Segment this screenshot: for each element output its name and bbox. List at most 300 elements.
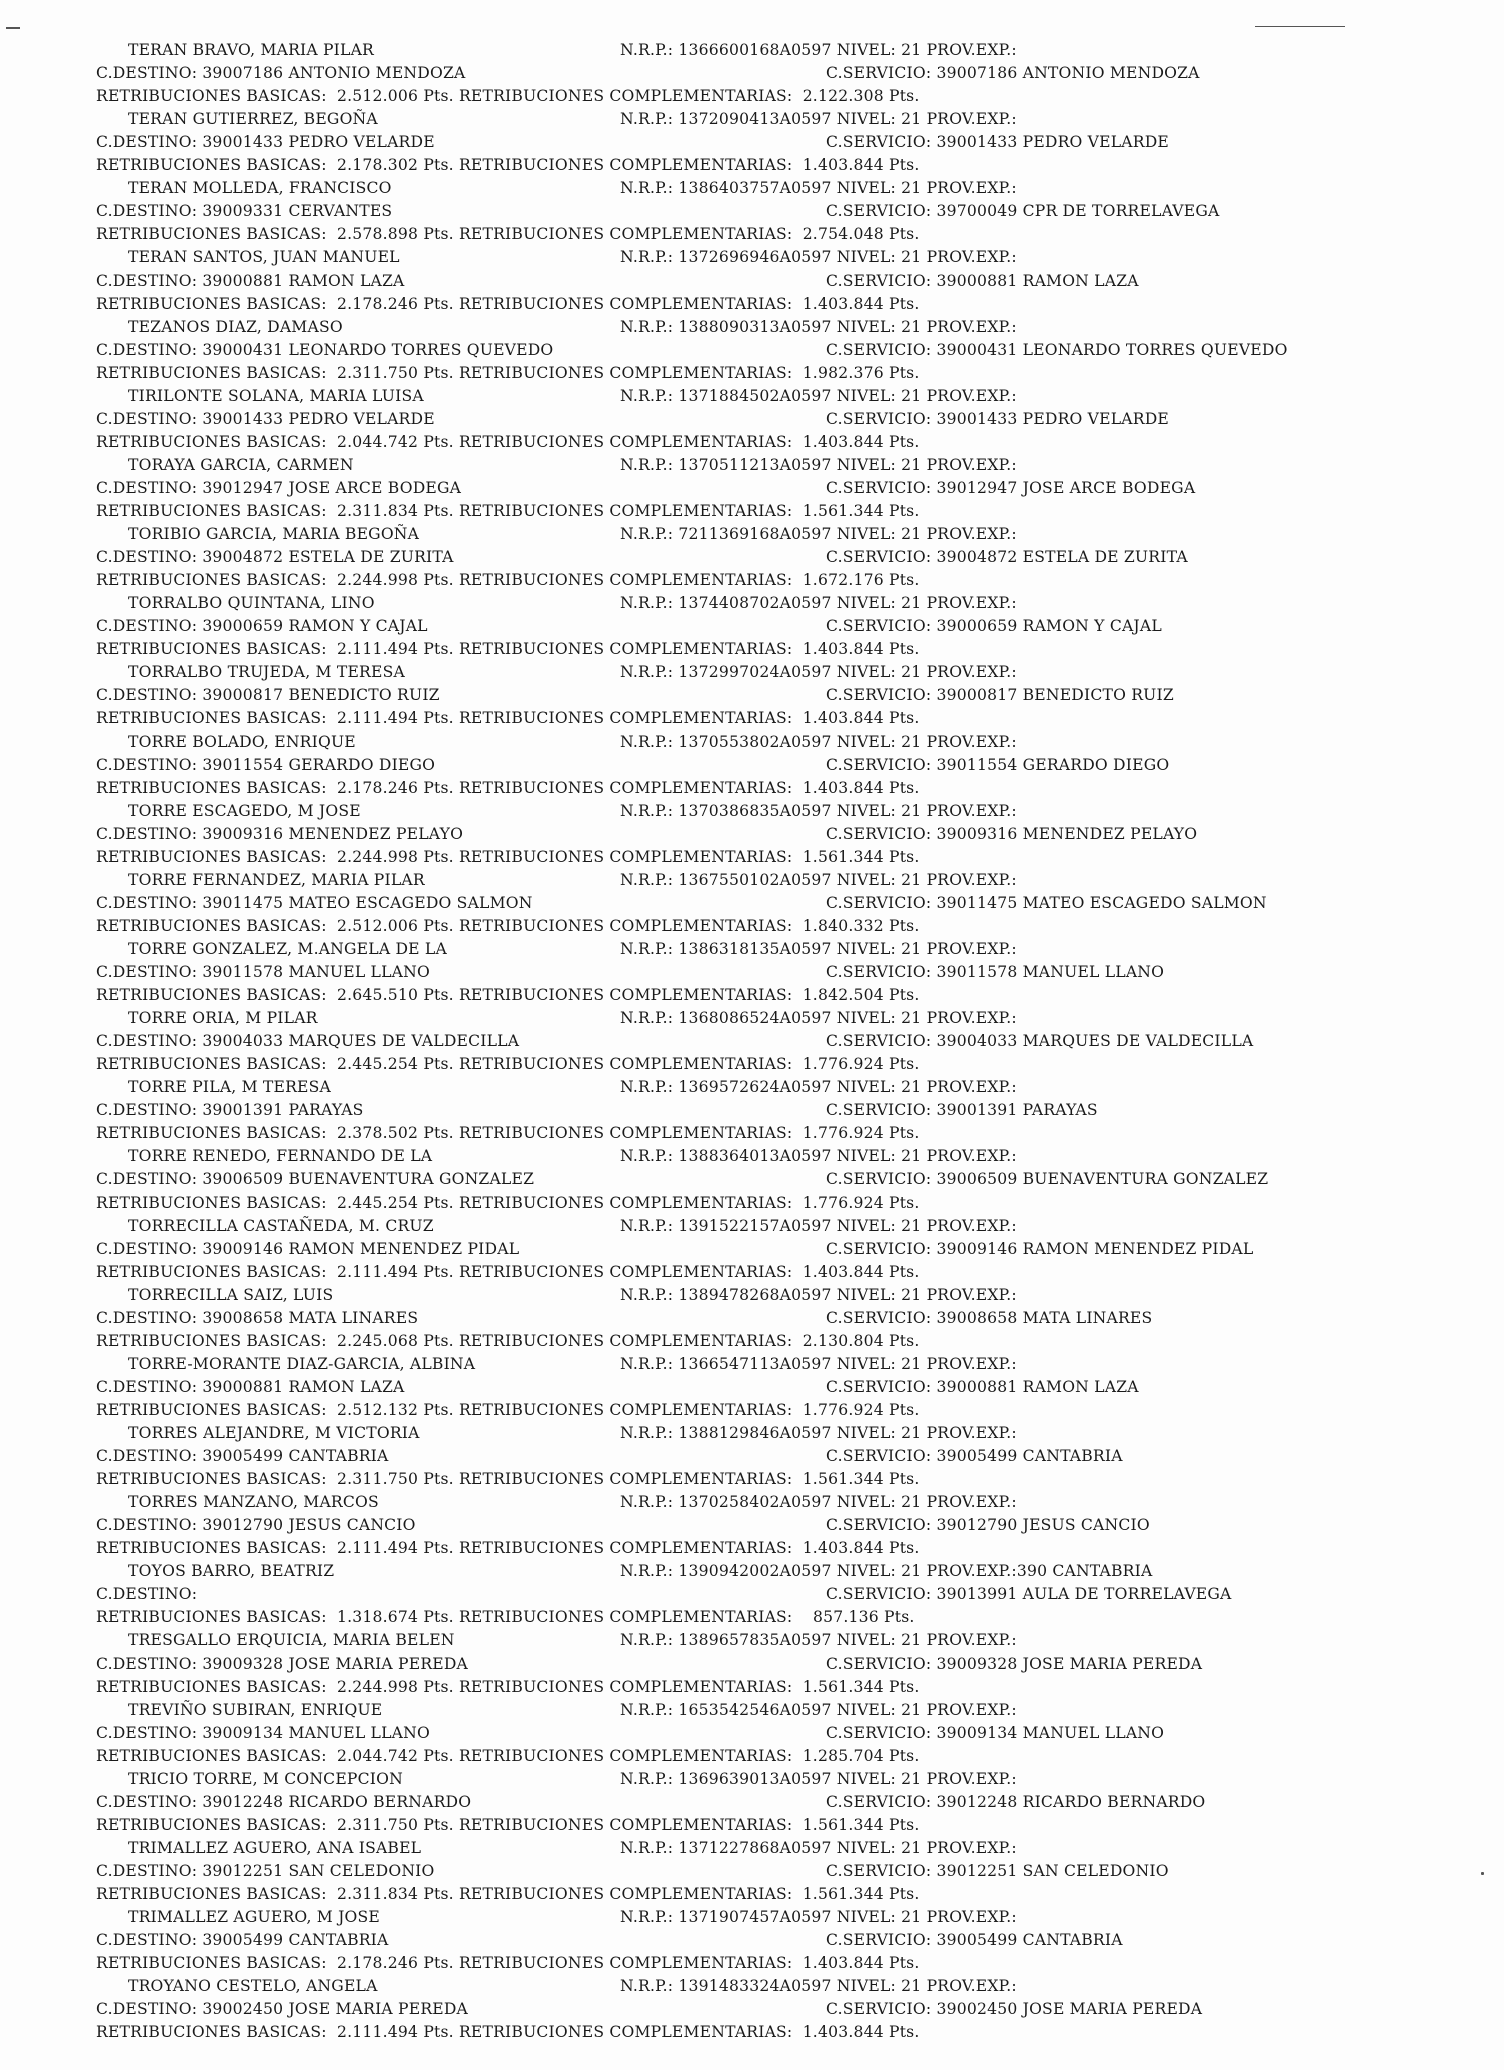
nrp-label: N.R.P.: bbox=[620, 1769, 679, 1788]
retribuciones-line bbox=[96, 432, 920, 452]
destino-value: 39000881 RAMON LAZA bbox=[202, 271, 405, 290]
prov-exp-label: PROV.EXP.: bbox=[921, 1562, 1017, 1581]
retribuciones-line bbox=[96, 294, 920, 314]
nrp-value: 1370553802A0597 bbox=[678, 732, 832, 751]
basicas-label: RETRIBUCIONES BASICAS: bbox=[96, 1677, 337, 1696]
nivel-value: 21 bbox=[901, 1216, 922, 1235]
pts-label: Pts. bbox=[883, 571, 920, 590]
complementarias-value: 1.776.924 bbox=[802, 1055, 884, 1074]
retribuciones-line bbox=[96, 778, 920, 798]
nrp-label: N.R.P.: bbox=[620, 179, 679, 198]
nivel-value: 21 bbox=[901, 1354, 922, 1373]
servicio-value: 39001433 PEDRO VELARDE bbox=[936, 133, 1169, 152]
servicio-value: 39000659 RAMON Y CAJAL bbox=[936, 617, 1162, 636]
complementarias-value: 1.403.844 bbox=[802, 156, 884, 175]
pts-label: Pts. bbox=[883, 1262, 920, 1281]
complementarias-value: 1.842.504 bbox=[802, 986, 884, 1005]
complementarias-value: 1.776.924 bbox=[802, 1193, 884, 1212]
nivel-label: NIVEL: bbox=[831, 386, 902, 405]
prov-exp-label: PROV.EXP.: bbox=[921, 179, 1017, 198]
nrp-value: 1369572624A0597 bbox=[678, 1078, 832, 1097]
destino-value: 39005499 CANTABRIA bbox=[202, 1447, 389, 1466]
servicio-value: 39012248 RICARDO BERNARDO bbox=[936, 1792, 1206, 1811]
pts-label: Pts. bbox=[883, 1124, 920, 1143]
prov-exp-label: PROV.EXP.: bbox=[921, 1908, 1017, 1927]
destino-line bbox=[96, 1930, 389, 1950]
retribuciones-line bbox=[96, 916, 920, 936]
employee-name-text: TROYANO CESTELO, ANGELA bbox=[128, 1977, 378, 1996]
destino-line bbox=[96, 1861, 435, 1881]
retribuciones-line bbox=[96, 1054, 920, 1074]
employee-name bbox=[128, 1976, 378, 1996]
servicio-value: 39006509 BUENAVENTURA GONZALEZ bbox=[936, 1170, 1269, 1189]
nivel-label: NIVEL: bbox=[831, 1216, 902, 1235]
pts-label: Pts. bbox=[883, 2023, 920, 2042]
servicio-value: 39005499 CANTABRIA bbox=[936, 1931, 1123, 1950]
retribuciones-line bbox=[96, 155, 920, 175]
servicio-value: 39012947 JOSE ARCE BODEGA bbox=[936, 478, 1196, 497]
destino-value: 39004033 MARQUES DE VALDECILLA bbox=[202, 1032, 520, 1051]
servicio-line bbox=[826, 1031, 1253, 1051]
nrp-line bbox=[620, 732, 1017, 752]
servicio-value: 39012251 SAN CELEDONIO bbox=[936, 1861, 1169, 1880]
pts-label: Pts. bbox=[883, 1055, 920, 1074]
nrp-value: 7211369168A0597 bbox=[678, 525, 832, 544]
nivel-value: 21 bbox=[901, 1285, 922, 1304]
basicas-value: 2.645.510 bbox=[336, 986, 419, 1005]
nivel-label: NIVEL: bbox=[831, 110, 902, 129]
destino-value: 39005499 CANTABRIA bbox=[202, 1931, 389, 1950]
complementarias-label: Pts. RETRIBUCIONES COMPLEMENTARIAS: bbox=[418, 2023, 803, 2042]
nivel-label: NIVEL: bbox=[831, 1424, 902, 1442]
basicas-label: RETRIBUCIONES BASICAS: bbox=[96, 1746, 337, 1765]
basicas-value: 2.111.494 bbox=[336, 1539, 419, 1558]
nivel-label: NIVEL: bbox=[831, 525, 902, 544]
employee-name-text: TORRES ALEJANDRE, M VICTORIA bbox=[128, 1424, 420, 1442]
nrp-line bbox=[620, 1492, 1017, 1512]
destino-label: C.DESTINO: bbox=[96, 340, 203, 359]
basicas-label: RETRIBUCIONES BASICAS: bbox=[96, 502, 337, 520]
employee-name bbox=[128, 1630, 455, 1650]
nivel-label: NIVEL: bbox=[831, 1908, 902, 1927]
pts-label: Pts. bbox=[883, 1331, 920, 1350]
prov-exp-label: PROV.EXP.: bbox=[921, 663, 1017, 682]
nivel-value: 21 bbox=[901, 1908, 922, 1927]
scan-mark bbox=[1255, 26, 1345, 27]
basicas-value: 2.044.742 bbox=[336, 432, 419, 451]
servicio-label: C.SERVICIO: bbox=[826, 133, 937, 152]
retribuciones-line bbox=[96, 985, 920, 1005]
destino-line bbox=[96, 1377, 405, 1397]
pts-label: Pts. bbox=[883, 156, 920, 175]
scan-mark bbox=[6, 27, 20, 29]
nivel-label: NIVEL: bbox=[831, 1977, 902, 1996]
nrp-value: 1370258402A0597 bbox=[678, 1493, 832, 1512]
employee-name-text: TRICIO TORRE, M CONCEPCION bbox=[128, 1769, 403, 1788]
servicio-label: C.SERVICIO: bbox=[826, 340, 937, 359]
nrp-label: N.R.P.: bbox=[620, 1147, 679, 1166]
destino-line bbox=[96, 1999, 468, 2019]
employee-name bbox=[128, 1077, 331, 1097]
employee-name bbox=[128, 1146, 432, 1166]
destino-line bbox=[96, 1308, 418, 1328]
employee-name-text: TORIBIO GARCIA, MARIA BEGOÑA bbox=[128, 525, 420, 544]
nivel-label: NIVEL: bbox=[831, 939, 902, 958]
destino-line bbox=[96, 478, 461, 498]
complementarias-value: 1.561.344 bbox=[802, 1470, 884, 1489]
servicio-value: 39009146 RAMON MENENDEZ PIDAL bbox=[936, 1239, 1254, 1258]
nivel-label: NIVEL: bbox=[831, 1493, 902, 1512]
servicio-label: C.SERVICIO: bbox=[826, 686, 937, 705]
destino-label: C.DESTINO: bbox=[96, 1723, 203, 1742]
nrp-value: 1386318135A0597 bbox=[678, 939, 832, 958]
complementarias-value: 2.130.804 bbox=[802, 1331, 884, 1350]
nivel-label: NIVEL: bbox=[831, 1009, 902, 1028]
employee-name-text: TORRE BOLADO, ENRIQUE bbox=[128, 732, 356, 751]
destino-label: C.DESTINO: bbox=[96, 478, 203, 497]
pts-label: Pts. bbox=[883, 778, 920, 797]
nrp-label: N.R.P.: bbox=[620, 663, 679, 682]
complementarias-label: Pts. RETRIBUCIONES COMPLEMENTARIAS: bbox=[418, 1539, 803, 1558]
nrp-line bbox=[620, 455, 1017, 475]
prov-exp-label: PROV.EXP.: bbox=[921, 1493, 1017, 1512]
nrp-line bbox=[620, 1216, 1017, 1236]
retribuciones-line bbox=[96, 1746, 920, 1766]
prov-exp-value: 390 CANTABRIA bbox=[1016, 1562, 1153, 1581]
pts-label: Pts. bbox=[883, 225, 920, 244]
prov-exp-label: PROV.EXP.: bbox=[921, 939, 1017, 958]
servicio-line bbox=[826, 409, 1169, 429]
complementarias-label: Pts. RETRIBUCIONES COMPLEMENTARIAS: bbox=[418, 1124, 803, 1143]
nrp-value: 1370511213A0597 bbox=[678, 455, 832, 474]
basicas-value: 2.178.246 bbox=[336, 294, 419, 313]
basicas-label: RETRIBUCIONES BASICAS: bbox=[96, 1608, 337, 1627]
servicio-line bbox=[826, 1446, 1123, 1466]
basicas-value: 2.111.494 bbox=[336, 709, 419, 728]
basicas-label: RETRIBUCIONES BASICAS: bbox=[96, 571, 337, 590]
employee-name bbox=[128, 40, 374, 60]
nrp-label: N.R.P.: bbox=[620, 110, 679, 129]
retribuciones-line bbox=[96, 1262, 920, 1282]
nivel-value: 21 bbox=[901, 1147, 922, 1166]
destino-line bbox=[96, 201, 392, 221]
basicas-value: 2.178.246 bbox=[336, 1954, 419, 1973]
servicio-label: C.SERVICIO: bbox=[826, 409, 937, 428]
destino-line bbox=[96, 893, 533, 913]
complementarias-label: Pts. RETRIBUCIONES COMPLEMENTARIAS: bbox=[418, 1815, 803, 1834]
basicas-label: RETRIBUCIONES BASICAS: bbox=[96, 1124, 337, 1143]
nrp-label: N.R.P.: bbox=[620, 248, 679, 267]
servicio-label: C.SERVICIO: bbox=[826, 755, 937, 774]
complementarias-label: Pts. RETRIBUCIONES COMPLEMENTARIAS: bbox=[418, 640, 803, 659]
nrp-line bbox=[620, 593, 1017, 613]
nrp-line bbox=[620, 1838, 1017, 1858]
retribuciones-line bbox=[96, 363, 920, 383]
basicas-value: 2.244.998 bbox=[336, 1677, 419, 1696]
servicio-line bbox=[826, 1308, 1152, 1328]
servicio-line bbox=[826, 893, 1267, 913]
servicio-label: C.SERVICIO: bbox=[826, 1239, 937, 1258]
pts-label: Pts. bbox=[883, 1954, 920, 1973]
nivel-value: 21 bbox=[901, 1009, 922, 1028]
destino-value: 39000881 RAMON LAZA bbox=[202, 1377, 405, 1396]
complementarias-label: Pts. RETRIBUCIONES COMPLEMENTARIAS: bbox=[418, 571, 803, 590]
basicas-label: RETRIBUCIONES BASICAS: bbox=[96, 916, 337, 935]
servicio-line bbox=[826, 824, 1197, 844]
prov-exp-label: PROV.EXP.: bbox=[921, 1838, 1017, 1857]
nivel-value: 21 bbox=[901, 386, 922, 405]
employee-name-text: TEZANOS DIAZ, DAMASO bbox=[128, 317, 343, 336]
nivel-value: 21 bbox=[901, 41, 922, 59]
nrp-line bbox=[620, 1423, 1017, 1443]
employee-name-text: TORRE RENEDO, FERNANDO DE LA bbox=[128, 1147, 433, 1166]
employee-name bbox=[128, 178, 392, 198]
destino-line bbox=[96, 1515, 416, 1535]
servicio-value: 39008658 MATA LINARES bbox=[936, 1308, 1153, 1327]
retribuciones-line bbox=[96, 1193, 920, 1213]
basicas-label: RETRIBUCIONES BASICAS: bbox=[96, 1470, 337, 1489]
destino-value: 39012790 JESUS CANCIO bbox=[202, 1516, 416, 1535]
retribuciones-line bbox=[96, 1331, 920, 1351]
employee-name-text: TOYOS BARRO, BEATRIZ bbox=[128, 1562, 335, 1581]
employee-name-text: TORRECILLA SAIZ, LUIS bbox=[128, 1285, 334, 1304]
nivel-label: NIVEL: bbox=[831, 594, 902, 613]
nivel-value: 21 bbox=[901, 455, 922, 474]
servicio-label: C.SERVICIO: bbox=[826, 1723, 937, 1742]
nrp-line bbox=[620, 247, 1017, 267]
complementarias-label: Pts. RETRIBUCIONES COMPLEMENTARIAS: bbox=[418, 986, 803, 1005]
nrp-label: N.R.P.: bbox=[620, 939, 679, 958]
destino-label: C.DESTINO: bbox=[96, 1792, 203, 1811]
servicio-label: C.SERVICIO: bbox=[826, 64, 937, 83]
nivel-value: 21 bbox=[901, 663, 922, 682]
servicio-label: C.SERVICIO: bbox=[826, 1032, 937, 1051]
nivel-value: 21 bbox=[901, 1424, 922, 1442]
destino-label: C.DESTINO: bbox=[96, 1032, 203, 1051]
employee-name bbox=[128, 1216, 434, 1236]
servicio-line bbox=[826, 1654, 1202, 1674]
destino-label: C.DESTINO: bbox=[96, 409, 203, 428]
nrp-label: N.R.P.: bbox=[620, 1977, 679, 1996]
destino-value: 39009134 MANUEL LLANO bbox=[202, 1723, 430, 1742]
pts-label: Pts. bbox=[883, 87, 920, 106]
complementarias-value: 1.561.344 bbox=[802, 1815, 884, 1834]
servicio-value: 39009316 MENENDEZ PELAYO bbox=[936, 824, 1198, 843]
basicas-value: 2.311.834 bbox=[336, 1885, 419, 1903]
nivel-value: 21 bbox=[901, 594, 922, 613]
nivel-value: 21 bbox=[901, 179, 922, 198]
pts-label: Pts. bbox=[883, 363, 920, 382]
destino-line bbox=[96, 1100, 364, 1120]
retribuciones-line bbox=[96, 224, 920, 244]
complementarias-label: Pts. RETRIBUCIONES COMPLEMENTARIAS: bbox=[418, 916, 803, 935]
employee-name-text: TORRE-MORANTE DIAZ-GARCIA, ALBINA bbox=[128, 1354, 476, 1373]
nivel-value: 21 bbox=[901, 1838, 922, 1857]
destino-label: C.DESTINO: bbox=[96, 1308, 203, 1327]
servicio-value: 39005499 CANTABRIA bbox=[936, 1447, 1123, 1466]
servicio-label: C.SERVICIO: bbox=[826, 824, 937, 843]
complementarias-label: Pts. RETRIBUCIONES COMPLEMENTARIAS: bbox=[418, 87, 803, 106]
destino-line bbox=[96, 1654, 468, 1674]
nrp-line bbox=[620, 870, 1017, 890]
servicio-label: C.SERVICIO: bbox=[826, 893, 937, 912]
pts-label: Pts. bbox=[883, 986, 920, 1005]
employee-name bbox=[128, 317, 343, 337]
basicas-label: RETRIBUCIONES BASICAS: bbox=[96, 1954, 337, 1973]
nivel-label: NIVEL: bbox=[831, 1078, 902, 1097]
nrp-value: 1367550102A0597 bbox=[678, 870, 832, 889]
pts-label: Pts. bbox=[883, 709, 920, 728]
retribuciones-line bbox=[96, 847, 920, 867]
nrp-line bbox=[620, 317, 1017, 337]
nrp-line bbox=[620, 1354, 1017, 1374]
servicio-label: C.SERVICIO: bbox=[826, 2000, 937, 2019]
nrp-label: N.R.P.: bbox=[620, 1285, 679, 1304]
nrp-line bbox=[620, 1146, 1017, 1166]
pts-label: Pts. bbox=[883, 640, 920, 659]
basicas-label: RETRIBUCIONES BASICAS: bbox=[96, 986, 337, 1005]
servicio-label: C.SERVICIO: bbox=[826, 1447, 937, 1466]
pts-label: Pts. bbox=[883, 1193, 920, 1212]
employee-name bbox=[128, 386, 424, 406]
nrp-line bbox=[620, 178, 1017, 198]
destino-line bbox=[96, 1723, 430, 1743]
nrp-line bbox=[620, 662, 1017, 682]
servicio-value: 39011475 MATEO ESCAGEDO SALMON bbox=[936, 893, 1267, 912]
servicio-label: C.SERVICIO: bbox=[826, 1516, 937, 1535]
prov-exp-label: PROV.EXP.: bbox=[921, 1977, 1017, 1996]
servicio-value: 39011578 MANUEL LLANO bbox=[936, 963, 1165, 981]
servicio-label: C.SERVICIO: bbox=[826, 1792, 937, 1811]
employee-name bbox=[128, 1492, 379, 1512]
servicio-line bbox=[826, 1584, 1232, 1604]
basicas-label: RETRIBUCIONES BASICAS: bbox=[96, 640, 337, 659]
complementarias-value: 1.403.844 bbox=[802, 1262, 884, 1281]
employee-name-text: TRIMALLEZ AGUERO, ANA ISABEL bbox=[128, 1838, 422, 1857]
servicio-value: 39012790 JESUS CANCIO bbox=[936, 1516, 1150, 1535]
pts-label: Pts. bbox=[883, 1539, 920, 1558]
basicas-value: 2.245.068 bbox=[336, 1331, 419, 1350]
servicio-value: 39000881 RAMON LAZA bbox=[936, 271, 1139, 290]
basicas-value: 2.512.006 bbox=[336, 87, 419, 106]
retribuciones-line bbox=[96, 1400, 920, 1420]
complementarias-value: 2.754.048 bbox=[802, 225, 884, 244]
servicio-line bbox=[826, 1723, 1164, 1743]
retribuciones-line bbox=[96, 1607, 915, 1627]
employee-name bbox=[128, 1561, 334, 1581]
servicio-line bbox=[826, 1515, 1150, 1535]
nivel-value: 21 bbox=[901, 248, 922, 267]
complementarias-value: 857.136 bbox=[802, 1608, 879, 1627]
servicio-value: 39001433 PEDRO VELARDE bbox=[936, 409, 1169, 428]
nrp-value: 1389478268A0597 bbox=[678, 1285, 832, 1304]
nrp-line bbox=[620, 524, 1017, 544]
basicas-value: 2.578.898 bbox=[336, 225, 419, 244]
employee-name-text: TERAN BRAVO, MARIA PILAR bbox=[128, 41, 374, 59]
servicio-label: C.SERVICIO: bbox=[826, 202, 937, 221]
prov-exp-label: PROV.EXP.: bbox=[921, 1078, 1017, 1097]
prov-exp-label: PROV.EXP.: bbox=[921, 455, 1017, 474]
nrp-label: N.R.P.: bbox=[620, 1009, 679, 1028]
nrp-label: N.R.P.: bbox=[620, 801, 679, 820]
complementarias-value: 1.403.844 bbox=[802, 778, 884, 797]
retribuciones-line bbox=[96, 639, 920, 659]
complementarias-label: Pts. RETRIBUCIONES COMPLEMENTARIAS: bbox=[418, 1954, 803, 1973]
nrp-value: 1653542546A0597 bbox=[678, 1700, 832, 1719]
destino-label: C.DESTINO: bbox=[96, 2000, 203, 2019]
destino-line bbox=[96, 1031, 519, 1051]
nrp-line bbox=[620, 386, 1017, 406]
nrp-value: 1390942002A0597 bbox=[678, 1562, 832, 1581]
destino-value: 39011554 GERARDO DIEGO bbox=[202, 755, 436, 774]
complementarias-label: Pts. RETRIBUCIONES COMPLEMENTARIAS: bbox=[418, 1470, 803, 1489]
destino-line bbox=[96, 824, 463, 844]
basicas-value: 2.244.998 bbox=[336, 571, 419, 590]
destino-label: C.DESTINO: bbox=[96, 133, 203, 152]
nrp-line bbox=[620, 1907, 1017, 1927]
complementarias-value: 1.561.344 bbox=[802, 1677, 884, 1696]
prov-exp-label: PROV.EXP.: bbox=[921, 1147, 1017, 1166]
prov-exp-label: PROV.EXP.: bbox=[921, 248, 1017, 267]
nivel-value: 21 bbox=[901, 939, 922, 958]
destino-line bbox=[96, 132, 435, 152]
destino-label: C.DESTINO: bbox=[96, 1654, 203, 1673]
basicas-label: RETRIBUCIONES BASICAS: bbox=[96, 2023, 337, 2042]
nrp-label: N.R.P.: bbox=[620, 1631, 679, 1650]
destino-label: C.DESTINO: bbox=[96, 1447, 203, 1466]
employee-name-text: TRIMALLEZ AGUERO, M JOSE bbox=[128, 1908, 381, 1927]
complementarias-value: 1.403.844 bbox=[802, 2023, 884, 2042]
employee-name-text: TORRE ORIA, M PILAR bbox=[128, 1009, 318, 1028]
destino-label: C.DESTINO: bbox=[96, 1377, 203, 1396]
nivel-label: NIVEL: bbox=[831, 1562, 902, 1581]
prov-exp-label: PROV.EXP.: bbox=[921, 110, 1017, 129]
basicas-value: 2.445.254 bbox=[336, 1055, 419, 1074]
destino-line bbox=[96, 1446, 389, 1466]
employee-name bbox=[128, 1423, 420, 1443]
servicio-label: C.SERVICIO: bbox=[826, 1654, 937, 1673]
destino-label: C.DESTINO: bbox=[96, 1516, 203, 1535]
employee-name-text: TORRE ESCAGEDO, M JOSE bbox=[128, 801, 361, 820]
servicio-label: C.SERVICIO: bbox=[826, 271, 937, 290]
servicio-line bbox=[826, 962, 1164, 982]
nivel-label: NIVEL: bbox=[831, 732, 902, 751]
destino-label: C.DESTINO: bbox=[96, 617, 203, 636]
nrp-line bbox=[620, 939, 1017, 959]
employee-name-text: TORRE FERNANDEZ, MARIA PILAR bbox=[128, 870, 425, 889]
nrp-label: N.R.P.: bbox=[620, 594, 679, 613]
destino-value: 39006509 BUENAVENTURA GONZALEZ bbox=[202, 1170, 535, 1189]
servicio-value: 39000881 RAMON LAZA bbox=[936, 1377, 1139, 1396]
destino-value: 39007186 ANTONIO MENDOZA bbox=[202, 64, 466, 83]
destino-label: C.DESTINO: bbox=[96, 824, 203, 843]
complementarias-value: 1.285.704 bbox=[802, 1746, 884, 1765]
basicas-label: RETRIBUCIONES BASICAS: bbox=[96, 1055, 337, 1074]
nrp-line bbox=[620, 40, 1017, 60]
retribuciones-line bbox=[96, 501, 920, 521]
basicas-value: 2.311.750 bbox=[336, 363, 419, 382]
destino-label: C.DESTINO: bbox=[96, 548, 203, 567]
destino-label: C.DESTINO: bbox=[96, 1931, 203, 1950]
basicas-value: 2.311.834 bbox=[336, 502, 419, 520]
destino-label: C.DESTINO: bbox=[96, 1239, 203, 1258]
servicio-label: C.SERVICIO: bbox=[826, 1170, 937, 1189]
servicio-line bbox=[826, 1239, 1253, 1259]
prov-exp-label: PROV.EXP.: bbox=[921, 1285, 1017, 1304]
employee-name-text: TORRE PILA, M TERESA bbox=[128, 1078, 331, 1097]
servicio-label: C.SERVICIO: bbox=[826, 548, 937, 567]
destino-label: C.DESTINO: bbox=[96, 1170, 203, 1189]
